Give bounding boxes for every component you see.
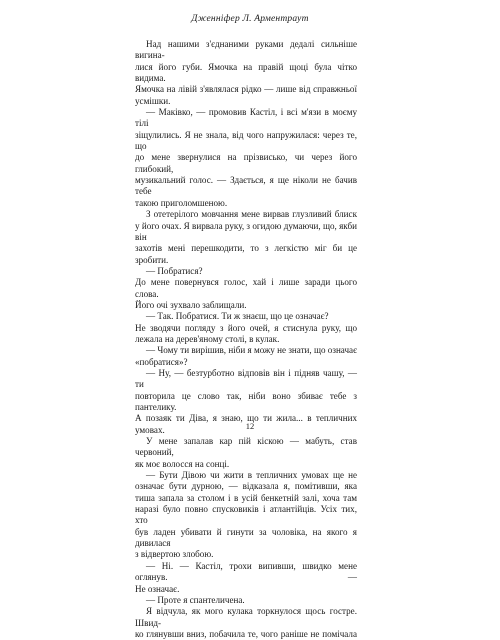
text-line: Не зводячи погляду з його очей, я стиснула руку, що	[135, 322, 357, 333]
text-line: лися його губи. Ямочка на правій щоці була чітко видима.	[135, 61, 357, 84]
text-line: — Так. Побратися. Ти ж знаєш, що це означає?	[146, 311, 329, 322]
text-line: усмішки.	[135, 95, 171, 106]
text-line: у його очах. Я вирвала руку, з огидою думаючи, що, якби він	[135, 220, 357, 242]
text-line: — Бути Дівою чи жити в тепличних умовах ще не	[146, 470, 357, 481]
text-line: означає бути дурною, — відказала я, помітивши, яка	[135, 481, 357, 492]
text-line: Його очі зухвало заблищали.	[135, 299, 247, 310]
text-line: — Ну, — безтурботно відповів він і підняв чашу, — ти	[135, 367, 357, 390]
text-line: з відвертою злобою.	[135, 549, 214, 560]
text-line: Ямочка на лівій з'являлася рідко — лише від справжньої	[135, 84, 357, 95]
text-line: — Ні. — Кастіл, трохи випивши, швидко мене оглянув. —	[135, 560, 357, 583]
text-line: До мене повернувся голос, хай і лише заради цього слова.	[135, 277, 357, 299]
text-line: як моє волосся на сонці.	[135, 458, 230, 469]
text-line: такою приголомшеною.	[135, 197, 228, 208]
body-text	[135, 39, 357, 640]
text-line: «побратися»?	[135, 356, 188, 367]
text-line: А позаяк ти Діва, я знаю, що ти жила... в тепличних умовах.	[135, 413, 357, 435]
text-line: був ладен убивати й гинути за чоловіка, на якого я дивилася	[135, 526, 357, 549]
text-line: тиша запала за столом і в усій бенкетній залі, хоча там	[135, 492, 357, 503]
text-line: захотів мені перешкодити, то з легкістю міг би це зробити.	[135, 243, 357, 265]
text-line: З отетерілого мовчання мене вирвав глузливий блиск	[146, 209, 357, 220]
text-line: лежала на дерев'яному столі, в кулак.	[135, 333, 280, 344]
text-line: — Маківко, — промовив Кастіл, і всі м'язи в моєму тілі	[135, 107, 357, 129]
text-line: зіщулились. Я не знала, від чого напружилася: через те, що	[135, 129, 357, 152]
running-head: Дженніфер Л. Арментраут	[191, 14, 309, 24]
text-line: — Проте я спантеличена.	[146, 594, 245, 605]
text-line: ко глянувши вниз, побачила те, чого раніше не помічала	[135, 628, 357, 639]
text-line: — Чому ти вирішив, ніби я можу не знати, що означає	[146, 345, 357, 356]
text-line: Не означає.	[135, 583, 180, 594]
text-line: наразі було повно спусковиків і атлантійців. Усіх тих, хто	[135, 504, 357, 526]
text-line: — Побратися?	[146, 265, 203, 276]
text-line: Над нашими з'єднаними руками дедалі сильніше вигина-	[135, 39, 357, 61]
text-line: Я відчула, як мого кулака торкнулося щось гостре. Швид-	[135, 606, 357, 628]
text-line: У мене запалав кар пій кіскою — мабуть, став червоний,	[135, 436, 357, 458]
text-line: музикальний голос. — Здається, я ще ніколи не бачив тебе	[135, 175, 357, 197]
text-line: до мене звернулися на прізвисько, чи через його глибокий,	[135, 152, 357, 174]
page-number: 12	[245, 421, 255, 431]
text-line: повторила це слово так, ніби воно збиває тебе з пантелику.	[135, 390, 357, 412]
